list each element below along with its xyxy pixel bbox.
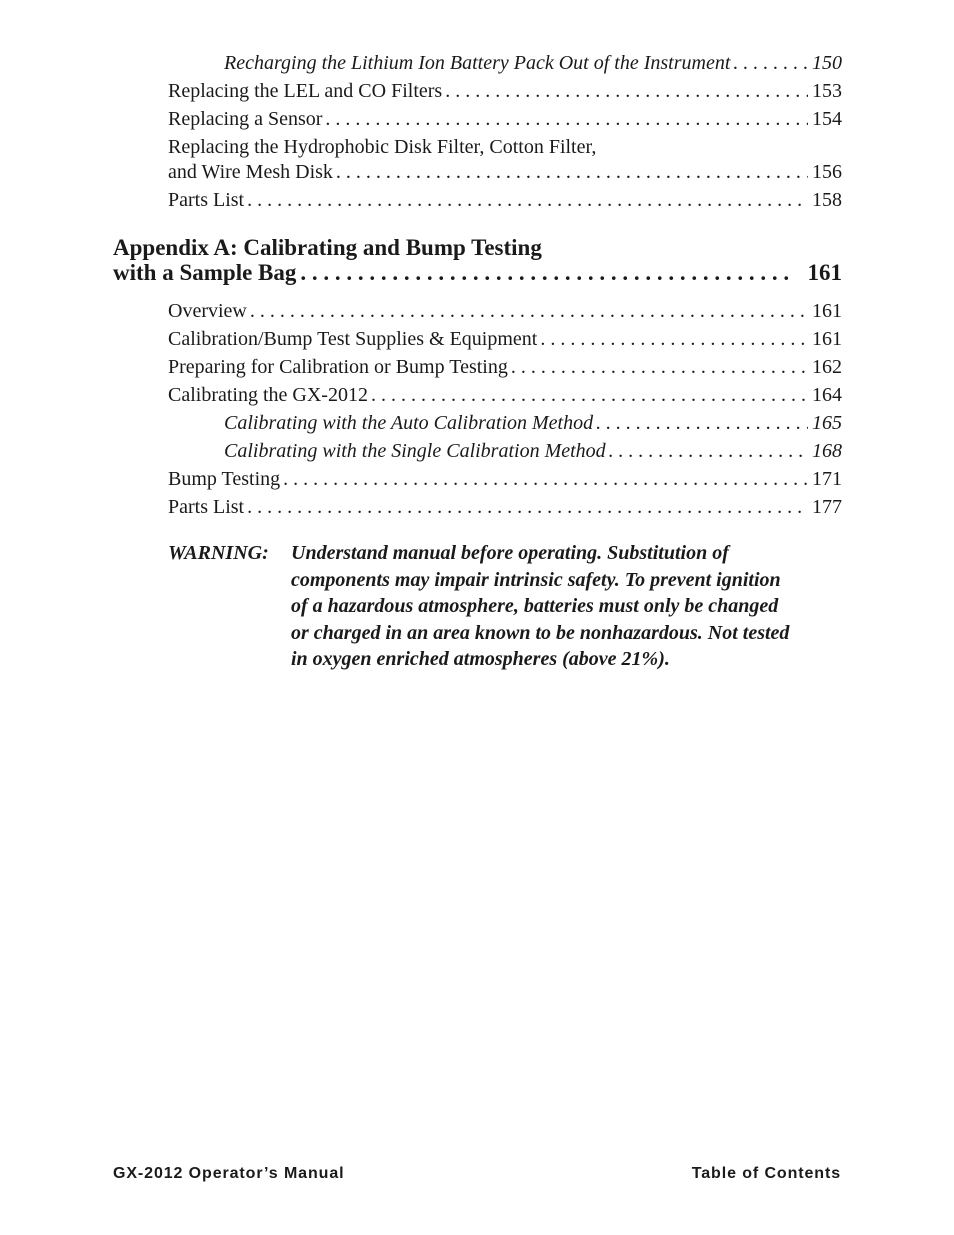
toc-entry-page: 171	[812, 468, 842, 490]
warning-line: of a hazardous atmosphere, batteries must only be changed	[291, 595, 779, 617]
toc-entry-bump-testing[interactable]	[168, 467, 842, 491]
toc-entry-replacing-filters[interactable]	[168, 79, 842, 103]
toc-entry-title: Bump Testing	[168, 468, 281, 490]
toc-leader-dots	[596, 411, 808, 435]
toc-entry-page: 153	[812, 80, 842, 102]
footer-manual-title: GX-2012 Operator’s Manual	[113, 1165, 345, 1182]
toc-leader-dots	[371, 383, 808, 407]
toc-entry-page: 156	[812, 161, 842, 183]
warning-line: in oxygen enriched atmospheres (above 21%).	[291, 648, 670, 670]
toc-entry-hydrophobic[interactable]	[168, 160, 842, 184]
warning-line: Understand manual before operating. Substitution of	[291, 542, 729, 564]
toc-entry-overview[interactable]	[168, 299, 842, 323]
toc-entry-title: Calibrating the GX-2012	[168, 384, 368, 406]
footer-section-title: Table of Contents	[691, 1165, 841, 1182]
toc-leader-dots	[609, 439, 808, 463]
toc-entry-title: Recharging the Lithium Ion Battery Pack Out of the Instrument	[224, 52, 731, 74]
toc-entry-title: Parts List	[168, 496, 245, 518]
toc-entry-title: Calibration/Bump Test Supplies & Equipment	[168, 328, 538, 350]
toc-entry-title: Replacing a Sensor	[168, 108, 323, 130]
appendix-a-page: 161	[807, 260, 842, 285]
appendix-a-heading-line1[interactable]: Appendix A: Calibrating and Bump Testing	[113, 235, 542, 260]
toc-entry-page: 161	[812, 328, 842, 350]
toc-entry-title: and Wire Mesh Disk	[168, 161, 333, 183]
toc-entry-page: 165	[812, 412, 842, 434]
toc-entry-title: Calibrating with the Single Calibration Method	[224, 440, 606, 462]
toc-entry-page: 168	[812, 440, 842, 462]
toc-leader-dots	[283, 467, 808, 491]
toc-leader-dots	[540, 327, 808, 351]
toc-entry-title: Parts List	[168, 189, 245, 211]
toc-leader-dots	[247, 495, 808, 519]
appendix-a-heading[interactable]	[113, 260, 842, 286]
warning-label: WARNING:	[168, 542, 269, 564]
warning-line: or charged in an area known to be nonhazardous. Not tested	[291, 621, 790, 644]
toc-entry-hydrophobic-line1[interactable]: Replacing the Hydrophobic Disk Filter, Cotton Filter,	[168, 136, 597, 158]
toc-entry-page: 154	[812, 108, 842, 130]
toc-entry-page: 164	[812, 384, 842, 406]
toc-leader-dots	[250, 299, 808, 323]
toc-entry-calibrating-gx2012[interactable]	[168, 383, 842, 407]
toc-entry-parts-list[interactable]	[168, 188, 842, 212]
warning-text	[291, 540, 851, 673]
toc-leader-dots	[733, 51, 808, 75]
toc-entry-page: 158	[812, 189, 842, 211]
toc-leader-dots	[300, 260, 793, 286]
toc-leader-dots	[247, 188, 808, 212]
warning-line: components may impair intrinsic safety. To prevent ignition	[291, 568, 781, 591]
toc-entry-page: 150	[812, 52, 842, 74]
appendix-a-heading-line2: with a Sample Bag	[113, 260, 297, 285]
toc-entry-preparing-calibration[interactable]	[168, 355, 842, 379]
toc-leader-dots	[445, 79, 808, 103]
toc-entry-recharging-out-of-instrument[interactable]	[224, 51, 842, 75]
toc-entry-supplies-equipment[interactable]	[168, 327, 842, 351]
toc-entry-replacing-sensor[interactable]	[168, 107, 842, 131]
toc-entry-title: Preparing for Calibration or Bump Testing	[168, 356, 508, 378]
toc-leader-dots	[325, 107, 808, 131]
toc-entry-single-calibration[interactable]	[224, 439, 842, 463]
toc-entry-title: Calibrating with the Auto Calibration Method	[224, 412, 594, 434]
toc-entry-title: Replacing the LEL and CO Filters	[168, 80, 443, 102]
toc-entry-page: 161	[812, 300, 842, 322]
toc-entry-title: Overview	[168, 300, 247, 322]
toc-entry-parts-list-appendix[interactable]	[168, 495, 842, 519]
toc-leader-dots	[511, 355, 808, 379]
toc-entry-auto-calibration[interactable]	[224, 411, 842, 435]
toc-entry-page: 177	[812, 496, 842, 518]
toc-leader-dots	[336, 160, 808, 184]
toc-entry-page: 162	[812, 356, 842, 378]
